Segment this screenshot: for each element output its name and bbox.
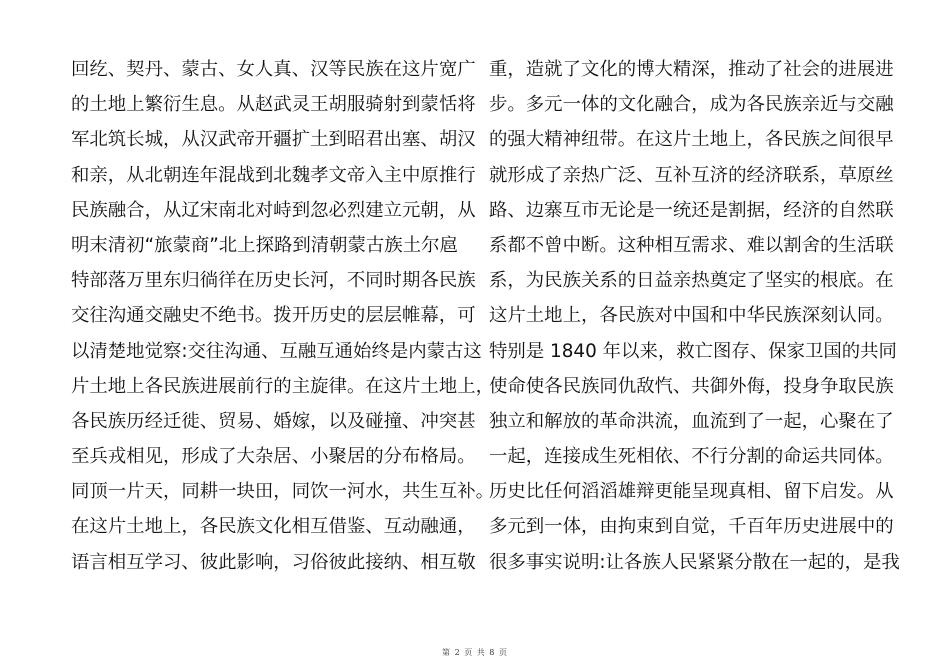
text-line: 这片土地上，各民族对中国和中华民族深刻认同。	[489, 305, 894, 327]
text-line: 路、边寨互市无论是一统还是割据，经济的自然联	[489, 199, 894, 221]
text-line: 特别是 1840 年以来，救亡图存、保家卫国的共同	[489, 340, 897, 362]
text-line: 回纥、契丹、蒙古、女人真、汉等民族在这片宽广	[71, 59, 476, 80]
text-line: 系，为民族关系的日益亲热奠定了坚实的根底。在	[489, 270, 894, 292]
right-text-column	[489, 52, 900, 580]
text-line: 军北筑长城，从汉武帝开疆扩土到昭君出塞、胡汉	[71, 129, 476, 151]
text-line: 很多事实说明:让各族人民紧紧分散在一起的，是我	[489, 551, 900, 573]
text-line: 和亲，从北朝连年混战到北魏孝文帝入主中原推行	[71, 164, 476, 186]
text-line: 多元到一体，由拘束到自觉，千百年历史进展中的	[489, 516, 894, 538]
text-line: 独立和解放的革命洪流，血流到了一起，心聚在了	[489, 410, 894, 432]
left-text-column	[71, 52, 494, 580]
text-line: 同顶一片天，同耕一块田，同饮一河水，共生互补。	[71, 481, 494, 503]
text-line: 各民族历经迁徙、贸易、婚嫁，以及碰撞、冲突甚	[71, 410, 476, 432]
text-line: 语言相互学习、彼此影响，习俗彼此接纳、相互敬	[71, 551, 476, 573]
text-line: 步。多元一体的文化融合，成为各民族亲近与交融	[489, 94, 894, 116]
text-line: 以清楚地觉察:交往沟通、互融互通始终是内蒙古这	[71, 340, 482, 362]
text-line: 明末清初“旅蒙商”北上探路到清朝蒙古族土尔扈	[71, 234, 458, 256]
text-line: 的土地上繁衍生息。从赵武灵王胡服骑射到蒙恬将	[71, 94, 476, 116]
text-line: 就形成了亲热广泛、互补互济的经济联系，草原丝	[489, 164, 894, 186]
text-line: 片土地上各民族进展前行的主旋律。在这片土地上，	[71, 375, 494, 397]
text-line: 一起，连接成生死相依、不行分割的命运共同体。	[489, 446, 894, 468]
page-number-footer: 第 2 页 共 8 页	[442, 648, 508, 657]
text-line: 特部落万里东归徜徉在历史长河，不同时期各民族	[71, 270, 476, 292]
text-line: 重，造就了文化的博大精深，推动了社会的进展进	[489, 59, 894, 80]
text-line: 交往沟通交融史不绝书。拨开历史的层层帷幕，可	[71, 305, 476, 327]
text-line: 至兵戎相见，形成了大杂居、小聚居的分布格局。	[71, 446, 476, 468]
text-line: 历史比任何滔滔雄辩更能呈现真相、留下启发。从	[489, 481, 894, 503]
text-line: 的强大精神纽带。在这片土地上，各民族之间很早	[489, 129, 894, 151]
text-line: 在这片土地上，各民族文化相互借鉴、互动融通，	[71, 516, 476, 538]
text-line: 民族融合，从辽宋南北对峙到忽必烈建立元朝，从	[71, 199, 476, 221]
text-line: 使命使各民族同仇敌忾、共御外侮，投身争取民族	[489, 375, 894, 397]
text-line: 系都不曾中断。这种相互需求、难以割舍的生活联	[489, 234, 894, 256]
